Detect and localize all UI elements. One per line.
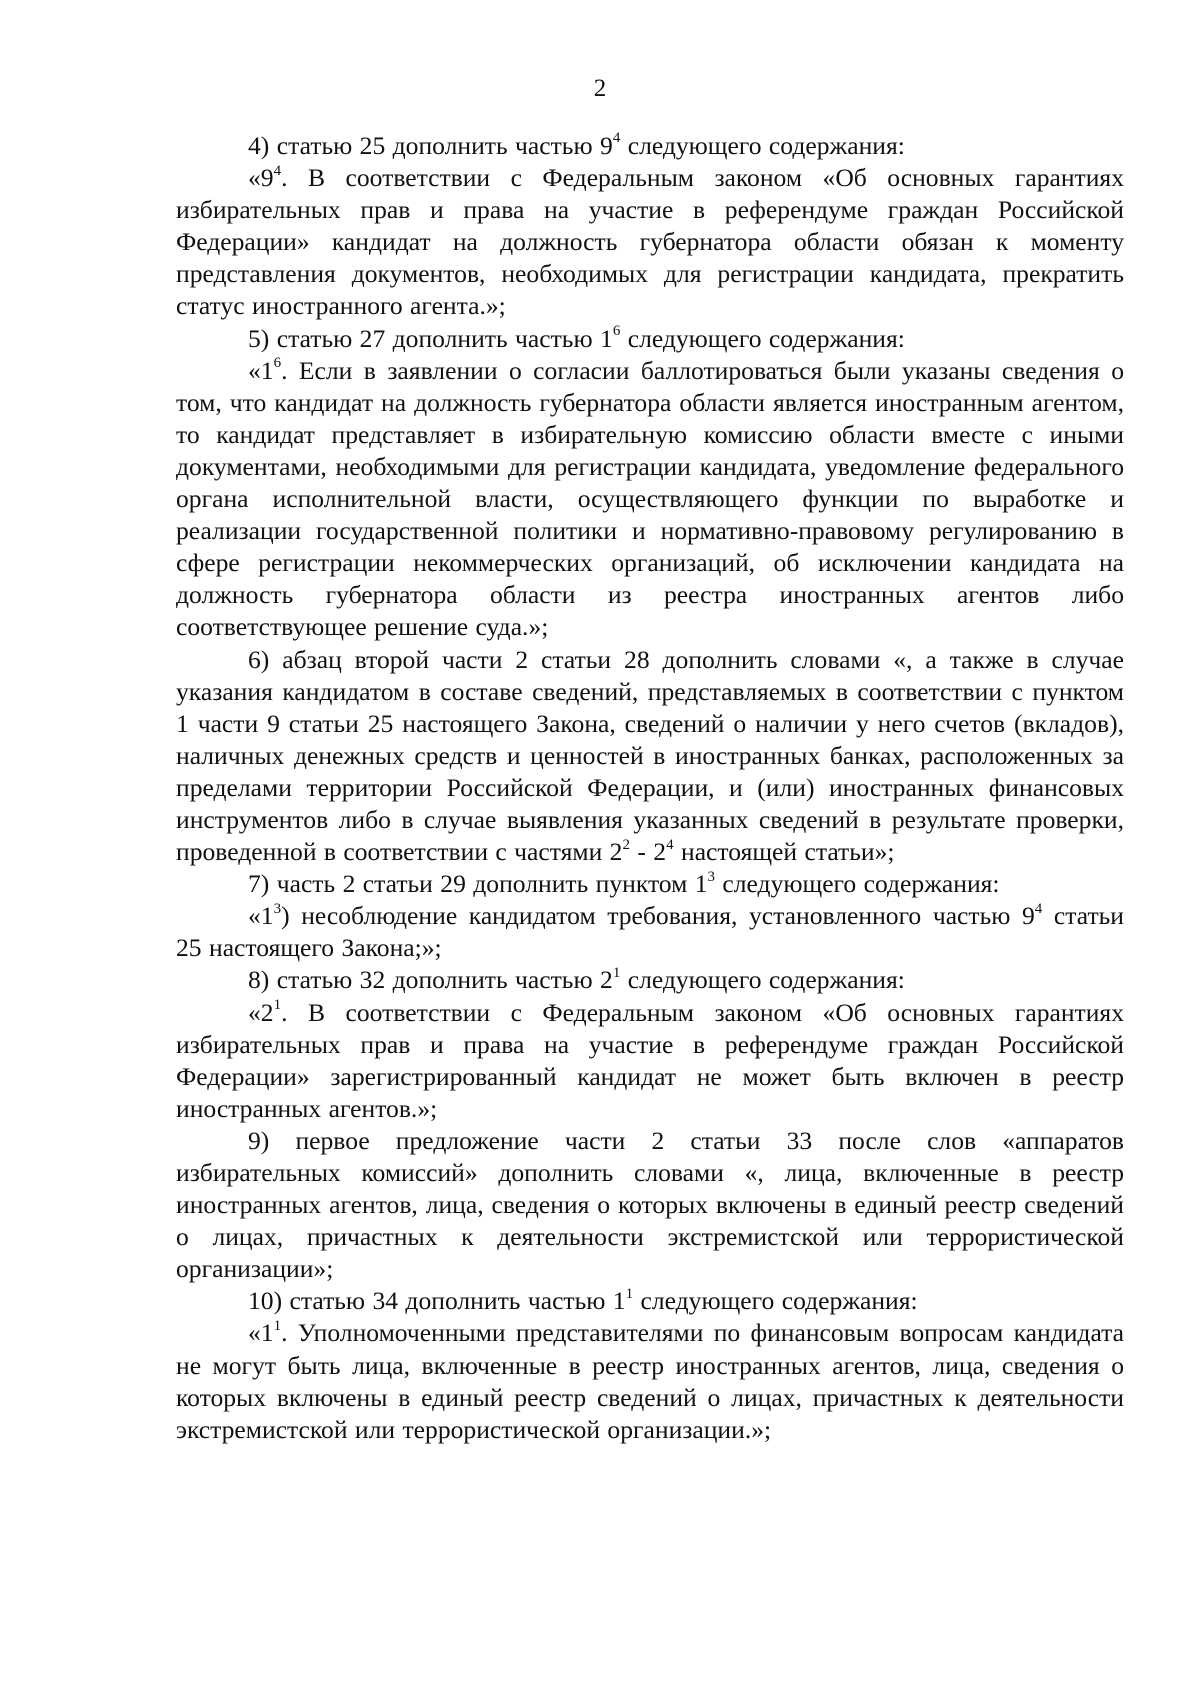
paragraph-item-7: 7) часть 2 статьи 29 дополнить пунктом $1^3$ следующего содержания: (248, 868, 1000, 899)
superscript: 1 (612, 964, 621, 981)
superscript: 4 (666, 836, 674, 853)
paragraph-item-8: 8) статью 32 дополнить частью $2^1$ следующего содержания: (248, 964, 905, 995)
superscript: 3 (273, 900, 282, 917)
page-number: 2 (593, 75, 607, 102)
paragraph-item-4: 4) статью 25 дополнить частью $9^4$ следующего содержания: (248, 130, 905, 160)
superscript: 2 (622, 836, 630, 853)
paragraph-item-5: 5) статью 27 дополнить частью $1^6$ следующего содержания: (248, 323, 905, 353)
superscript: 1 (273, 997, 282, 1013)
paragraph-part-1-1-text: «$1^1$. Уполномоченными представителями по финансовым вопросам кандидата не могут быть лица, включенные в реестр иностранных агентов, лица, сведения о которых включены в единый реестр сведений о лицах, причастных к деятельности экстремистской или террористической организации.»; (176, 1317, 1124, 1444)
paragraph-part-2-1-text: «$2^1$. В соответствии с Федеральным законом «Об основных гарантиях избирательных прав и права на участие в референдуме граждан Российской Федерации» зарегистрированный кандидат не может быть включен в реестр иностранных агентов.»; (176, 997, 1124, 1123)
superscript: 4 (1034, 900, 1043, 917)
superscript: 1 (625, 1285, 634, 1302)
superscript: 3 (707, 868, 715, 885)
superscript: 4 (273, 162, 282, 179)
paragraph-item-10: 10) статью 34 дополнить частью $1^1$ следующего содержания: (248, 1285, 918, 1316)
superscript: 4 (612, 130, 621, 147)
superscript: 6 (612, 323, 621, 340)
paragraph-item-9: 9) первое предложение части 2 статьи 33 после слов «аппаратов избирательных комиссий» дополнить словами «, лица, включенные в реестр иностранных агентов, лица, сведения о которых включены в единый реестр сведений о лицах, причастных к деятельности экстремистской или террористической организации»; (176, 1125, 1124, 1284)
document-body (176, 130, 1124, 1446)
paragraph-point-1-3-text: «$1^3$) несоблюдение кандидатом требования, установленного частью $9^4$ статьи 25 настоящего Закона;»; (176, 900, 1124, 963)
superscript: 1 (273, 1317, 282, 1334)
paragraph-item-6: 6) абзац второй части 2 статьи 28 дополнить словами «, а также в случае указания кандидатом в составе сведений, представляемых в соответствии с пунктом 1 части 9 статьи 25 настоящего Закона, сведений о наличии у него счетов (вкладов), наличных денежных средств и ценностей в иностранных банках, расположенных за пределами территории Российской Федерации, и (или) иностранных финансовых инструментов либо в случае выявления указанных сведений в результате проверки, проведенной в соответствии с частями $2^2 - 2^4$ настоящей статьи»; (176, 644, 1124, 867)
paragraph-part-1-6-text: «$1^6$. Если в заявлении о согласии баллотироваться были указаны сведения о том, что кандидат на должность губернатора области является иностранным агентом, то кандидат представляет в избирательную комиссию области вместе с иными документами, необходимыми для регистрации кандидата, уведомление федерального органа исполнительной власти, осуществляющего функции по выработке и реализации государственной политики и нормативно-правовому регулированию в сфере регистрации некоммерческих организаций, об исключении кандидата на должность губернатора области из реестра иностранных агентов либо соответствующее решение суда.»; (176, 355, 1124, 642)
superscript: 6 (273, 355, 282, 372)
paragraph-part-9-4-text: «$9^4$. В соответствии с Федеральным законом «Об основных гарантиях избирательных прав и права на участие в референдуме граждан Российской Федерации» кандидат на должность губернатора области обязан к моменту представления документов, необходимых для регистрации кандидата, прекратить статус иностранного агента.»; (176, 162, 1124, 321)
